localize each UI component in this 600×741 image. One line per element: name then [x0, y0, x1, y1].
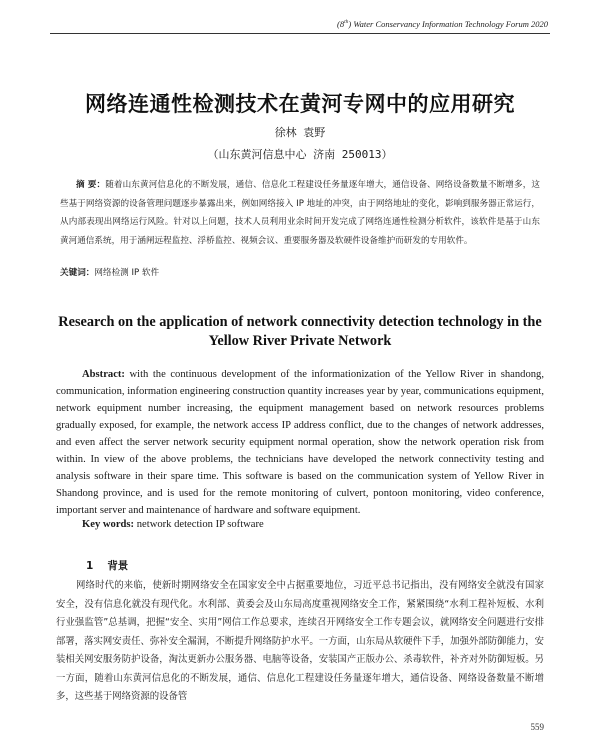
keywords-chinese-text: 网络检测 IP 软件: [94, 268, 160, 278]
issue-superscript: th: [344, 19, 349, 26]
keywords-chinese: [60, 266, 540, 278]
abstract-chinese: [60, 176, 540, 250]
abstract-english-text: with the continuous development of the informationization of the Yellow River in shandong, communication, information engineering construction quantity increases year by year, communications equipment, network equipment number increasing, the equipment management based on network resources problems gradually exposed, for example, the network access IP address conflict, due to the changes of network addresses, and even affect the server network security equipment normal operation, show the network operation risk from within. In view of the above problems, the technicians have developed the network connectivity testing and analysis software in their spare time. This software is based on the communication system of Yellow River in Shandong province, and is used for the remote monitoring of culvert, pontoon monitoring, video conference, important server and maintenance of hardware and software equipment.: [56, 369, 545, 516]
section-heading: [86, 558, 128, 573]
section-title: 背景: [107, 560, 129, 572]
abstract-chinese-text: 随着山东黄河信息化的不断发展，通信、信息化工程建设任务量逐年增大，通信设备、网络设备数量不断增多，这些基于网络资源的设备管理问题逐步暴露出来，例如网络接入 IP 地址的冲突，由于网络地址的变化，影响到服务器正常运行，从内部表现出网络运行风险。针对以上问题，技术人员利用业余时间开发完成了网络连通性检测分析软件，该软件是基于山东黄河通信系统，用于涵闸远程监控、浮桥监控、视频会议、重要服务器及软硬件设备维护而研发的专用软件。: [60, 180, 540, 246]
abstract-chinese-label: 摘 要：: [76, 180, 106, 190]
forum-name: ) Water Conservancy Information Technology Forum 2020: [348, 19, 548, 29]
authors-chinese: 徐林 袁野: [274, 126, 326, 139]
keywords-english-text: network detection IP software: [136, 519, 264, 530]
keywords-chinese-label: 关键词：: [60, 268, 95, 278]
issue-number: (8: [337, 19, 345, 29]
section-number: 1: [86, 560, 94, 572]
header-rule: [50, 33, 550, 34]
keywords-english-label: Key words:: [82, 519, 135, 530]
affiliation-chinese: （山东黄河信息中心 济南 250013）: [207, 148, 393, 161]
title-english: Research on the application of network connectivity detection technology in the Yellow River Private Network: [58, 314, 542, 349]
section-body-paragraph: 网络时代的来临，使新时期网络安全在国家安全中占据重要地位，习近平总书记指出，没有网络安全就没有国家安全，没有信息化就没有现代化。水利部、黄委会及山东局高度重视网络安全工作，紧紧围绕“水利工程补短板、水利行业强监管”总基调，把握“安全、实用”网信工作总要求，连续召开网络安全工作专题会议，就网络安全问题进行安排部署，落实网安责任、弥补安全漏洞，不断提升网络防护水平。一方面，山东局从软硬件下手，加强外部防御能力，安装相关网安服务防护设备，淘汰更新办公服务器、电脑等设备，安装国产正版办公、杀毒软件，补齐对外防御短板。另一方面，随着山东黄河信息化的不断发展，通信、信息化工程建设任务量逐年增大，通信设备、网络设备数量不断增多，这些基于网络资源的设备管: [56, 580, 544, 702]
abstract-english: [56, 366, 544, 519]
abstract-english-label: Abstract:: [82, 369, 125, 380]
keywords-english: [82, 519, 264, 530]
title-chinese: 网络连通性检测技术在黄河专网中的应用研究: [85, 92, 515, 116]
running-head: [337, 19, 548, 29]
page-number: 559: [530, 722, 544, 732]
